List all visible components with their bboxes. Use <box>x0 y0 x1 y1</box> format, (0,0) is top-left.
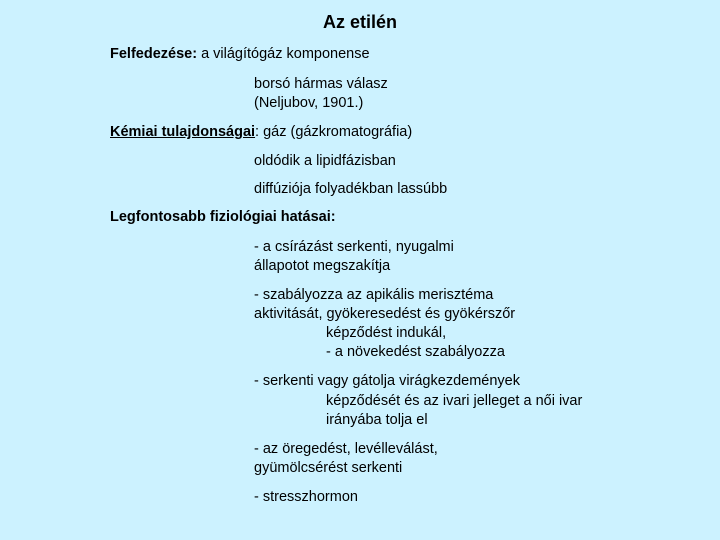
chemical-text: : gáz (gázkromatográfia) <box>255 124 413 140</box>
discovery-label: Felfedezése: <box>110 46 198 62</box>
chemical-line: diffúziója folyadékban lassúbb <box>254 181 448 197</box>
effect-line: képződését és az ivari jelleget a női ivar <box>326 393 583 409</box>
effect-line: - szabályozza az apikális merisztéma <box>254 287 494 303</box>
effect-line: - az öregedést, levélleválást, <box>254 441 438 457</box>
effect-line: aktivitását, gyökeresedést és gyökérszőr <box>254 306 516 322</box>
discovery-line: (Neljubov, 1901.) <box>254 95 364 111</box>
page-title: Az etilén <box>322 12 397 32</box>
discovery-line: borsó hármas válasz <box>254 76 388 92</box>
effect-line: gyümölcsérést serkenti <box>254 460 403 476</box>
effect-line: állapotot megszakítja <box>254 258 391 274</box>
effect-line: - serkenti vagy gátolja virágkezdemények <box>254 373 520 389</box>
effect-line: irányába tolja el <box>326 412 428 428</box>
effect-line: - a csírázást serkenti, nyugalmi <box>254 239 454 255</box>
effect-line: - stresszhormon <box>254 489 358 505</box>
chemical-line: oldódik a lipidfázisban <box>254 153 396 169</box>
effects-heading: Legfontosabb fiziológiai hatásai: <box>110 209 336 225</box>
chemical-label: Kémiai tulajdonságai <box>110 124 256 140</box>
discovery-text: a világítógáz komponense <box>197 46 370 62</box>
effect-line: képződést indukál, <box>326 325 447 341</box>
effect-line: - a növekedést szabályozza <box>326 344 505 360</box>
discovery-heading <box>110 45 370 64</box>
chemical-heading <box>110 123 412 142</box>
